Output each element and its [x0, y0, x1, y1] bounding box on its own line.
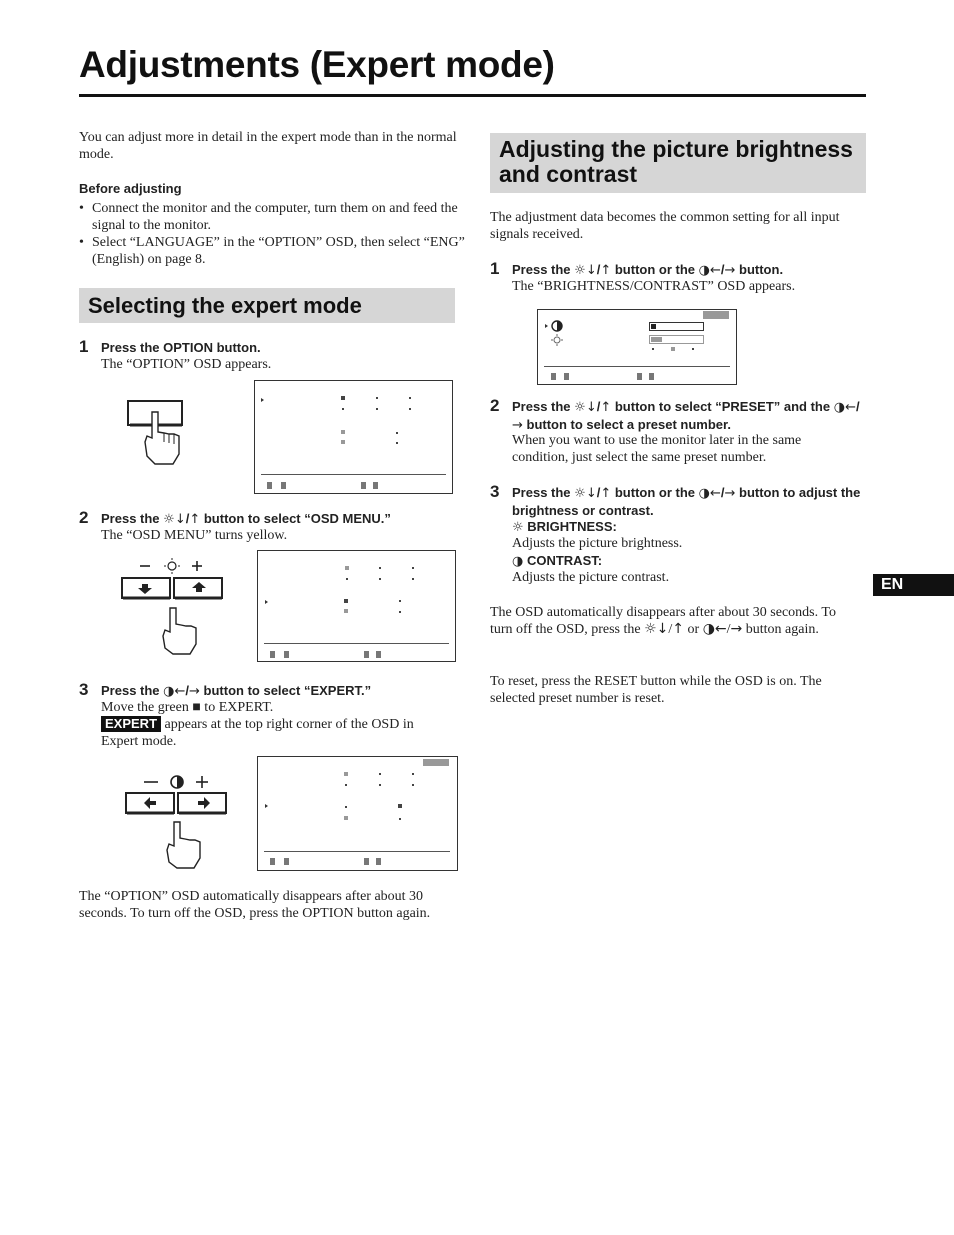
- contrast-label: ◑ CONTRAST:: [512, 553, 603, 569]
- before-heading: Before adjusting: [79, 181, 182, 196]
- step-instruction: Press the ☼↓/↑ button to select “PRESET” and the ◑←/→ button to select a preset number.: [512, 399, 860, 433]
- brightness-level-bar: [649, 335, 704, 344]
- arrow-up-icon: ↑: [189, 512, 201, 527]
- arrow-left-icon: ←: [845, 400, 856, 415]
- arrow-right-icon: →: [512, 418, 523, 433]
- reset-note: To reset, press the RESET button while the OSD is on. The selected preset number is reset.: [490, 674, 822, 706]
- brightness-label: ☼ BRIGHTNESS:: [512, 519, 617, 535]
- arrow-left-icon: ←: [709, 263, 721, 278]
- brightness-intro: The adjustment data becomes the common setting for all input signals received.: [490, 210, 840, 242]
- step-number: 3: [79, 680, 89, 699]
- before-bullet: • Select “LANGUAGE” in the “OPTION” OSD, then select “ENG” (English) on page 8.: [79, 235, 465, 267]
- arrow-up-icon: ↑: [600, 400, 612, 415]
- arrow-down-icon: ↓: [174, 512, 186, 527]
- option-footer-note: The “OPTION” OSD automatically disappears after about 30 seconds. To turn off the OSD, press the OPTION button again.: [79, 889, 431, 921]
- brightness-icon: [551, 334, 563, 346]
- contrast-level-bar: [649, 322, 704, 331]
- contrast-icon: ◑: [698, 263, 710, 278]
- expert-badge: EXPERT: [101, 716, 161, 732]
- arrow-left-icon: ←: [709, 486, 721, 501]
- arrow-right-icon: →: [724, 263, 736, 278]
- brightness-icon: ☼: [512, 520, 524, 535]
- contrast-icon: ◑: [163, 684, 175, 699]
- arrow-down-icon: ↓: [656, 621, 669, 637]
- arrow-right-icon: →: [730, 621, 743, 637]
- osd-option-screen-3: [257, 756, 458, 871]
- brightness-icon: ☼: [574, 263, 586, 278]
- contrast-icon: ◑: [833, 400, 846, 415]
- section-heading-brightness-contrast: Adjusting the picture brightness and contrast: [490, 133, 866, 193]
- arrow-down-icon: ↓: [585, 486, 597, 501]
- title-rule: [79, 94, 866, 97]
- step-number: 3: [490, 482, 500, 501]
- osd-timeout-note: The OSD automatically disappears after about 30 seconds. To turn off the OSD, press the ☼↓/↑ or ◑←/→ button again.: [490, 605, 836, 637]
- step-text: EXPERT appears at the top right corner of the OSD in Expert mode.: [101, 716, 414, 749]
- step-instruction: Press the ☼↓/↑ button to select “OSD MENU.”: [101, 511, 391, 527]
- contrast-icon: ◑: [512, 554, 524, 569]
- step-instruction: Press the ☼↓/↑ button or the ◑←/→ button.: [512, 262, 784, 278]
- before-bullet: • Connect the monitor and the computer, turn them on and feed the signal to the monitor.: [79, 201, 458, 233]
- brightness-icon: ☼: [574, 400, 586, 415]
- contrast-buttons-illustration: [122, 772, 232, 872]
- arrow-down-icon: ↓: [585, 400, 597, 415]
- page-title: Adjustments (Expert mode): [79, 44, 555, 85]
- arrow-left-icon: ←: [174, 684, 186, 699]
- brightness-buttons-illustration: [118, 556, 228, 656]
- arrow-left-icon: ←: [714, 621, 727, 637]
- section-heading-expert-mode: Selecting the expert mode: [79, 288, 455, 323]
- step-instruction: Press the ☼↓/↑ button or the ◑←/→ button to adjust the brightness or contrast.: [512, 485, 861, 518]
- language-tab: EN: [873, 574, 954, 596]
- arrow-up-icon: ↑: [600, 486, 612, 501]
- step-text: The “OPTION” OSD appears.: [101, 357, 272, 372]
- intro-text: You can adjust more in detail in the expert mode than in the normal mode.: [79, 130, 457, 162]
- brightness-icon: ☼: [644, 621, 657, 637]
- brightness-text: Adjusts the picture brightness.: [512, 536, 683, 551]
- osd-option-screen-2: [257, 550, 456, 662]
- osd-option-screen-1: [254, 380, 453, 494]
- osd-brightness-contrast-screen: [537, 309, 737, 385]
- brightness-icon: ☼: [163, 512, 175, 527]
- arrow-right-icon: →: [724, 486, 736, 501]
- contrast-icon: ◑: [702, 621, 715, 637]
- step-text: The “BRIGHTNESS/CONTRAST” OSD appears.: [512, 279, 796, 294]
- step-instruction: Press the OPTION button.: [101, 340, 261, 355]
- contrast-text: Adjusts the picture contrast.: [512, 570, 670, 585]
- step-number: 2: [79, 508, 89, 527]
- arrow-up-icon: ↑: [672, 621, 685, 637]
- arrow-up-icon: ↑: [600, 263, 612, 278]
- option-button-illustration: [125, 398, 185, 468]
- contrast-icon: [551, 320, 563, 332]
- contrast-icon: ◑: [698, 486, 710, 501]
- step-number: 1: [79, 337, 89, 356]
- arrow-right-icon: →: [189, 684, 200, 699]
- step-instruction: Press the ◑←/→ button to select “EXPERT.”: [101, 683, 372, 699]
- step-text: Move the green ■ to EXPERT.: [101, 700, 274, 715]
- step-number: 2: [490, 396, 500, 415]
- step-number: 1: [490, 259, 500, 278]
- step-text: When you want to use the monitor later in the same condition, just select the same preset number.: [512, 433, 802, 465]
- step-text: The “OSD MENU” turns yellow.: [101, 528, 288, 543]
- brightness-icon: ☼: [574, 486, 586, 501]
- arrow-down-icon: ↓: [585, 263, 597, 278]
